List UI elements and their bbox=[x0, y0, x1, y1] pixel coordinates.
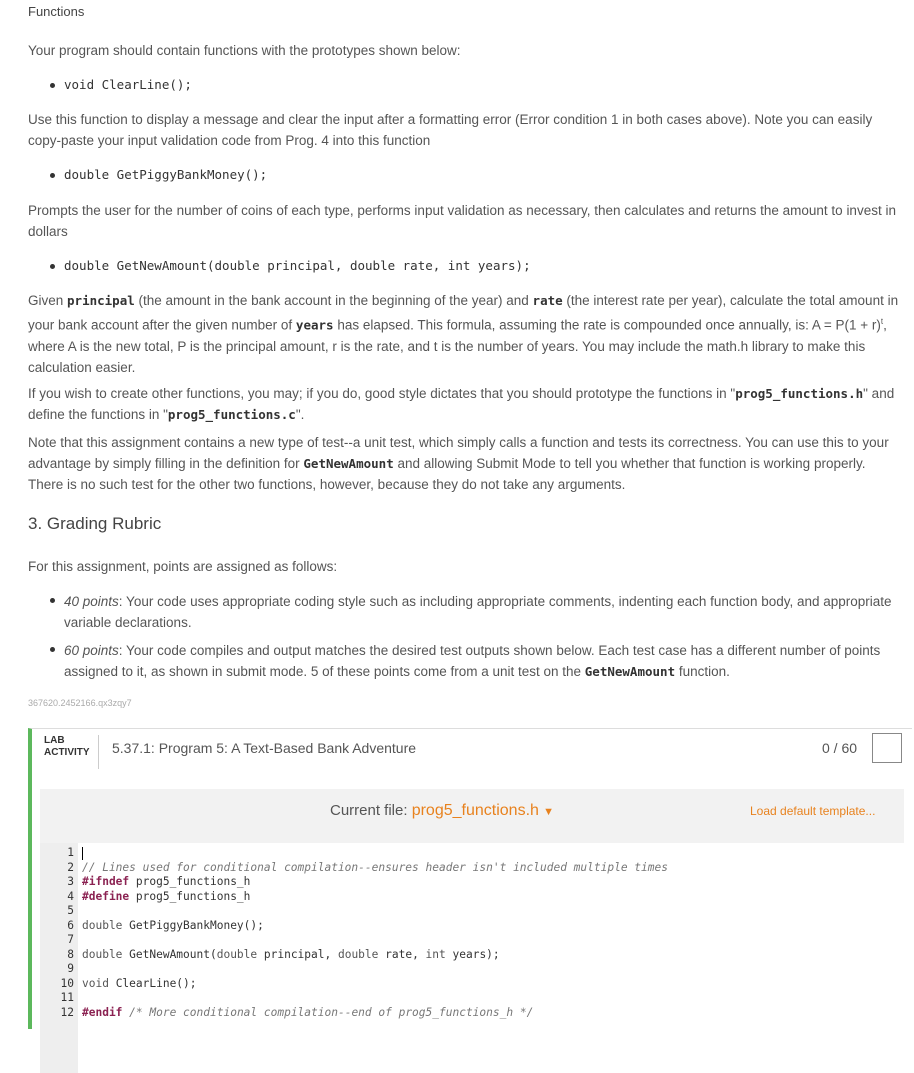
bullet-dot bbox=[50, 647, 55, 652]
code-header-file: prog5_functions.h bbox=[735, 386, 864, 401]
rubric-item-style: 40 points: Your code uses appropriate coding style such as including appropriate comments, indenting each function body, and appropriate variable declarations. bbox=[64, 594, 892, 630]
code-line bbox=[40, 875, 900, 890]
line-number: 5 bbox=[67, 904, 74, 917]
line-number: 3 bbox=[67, 875, 74, 888]
line-number: 1 bbox=[67, 846, 74, 859]
editor-panel bbox=[40, 789, 904, 1069]
code-line bbox=[40, 948, 900, 963]
completion-checkbox bbox=[872, 733, 902, 763]
current-file-name: prog5_functions.h bbox=[411, 802, 539, 819]
line-number: 6 bbox=[67, 918, 74, 932]
line-number: 9 bbox=[67, 962, 74, 975]
prototype-clearline: void ClearLine(); bbox=[64, 77, 192, 92]
line-number: 12 bbox=[60, 1005, 74, 1019]
code-line bbox=[40, 991, 900, 1006]
code-text: // Lines used for conditional compilation--ensures header isn't included multiple times bbox=[82, 860, 668, 874]
load-default-template-link[interactable]: Load default template... bbox=[750, 804, 876, 818]
identifier-text: 367620.2452166.qx3zqy7 bbox=[28, 698, 132, 708]
current-file-selector[interactable]: Current file: prog5_functions.h ▼ bbox=[330, 802, 554, 819]
code-principal: principal bbox=[67, 293, 135, 308]
code-line bbox=[40, 904, 900, 919]
bullet-dot bbox=[50, 598, 55, 603]
code-text: void ClearLine(); bbox=[82, 976, 197, 990]
bullet-dot bbox=[50, 173, 55, 178]
code-editor[interactable] bbox=[40, 843, 904, 1073]
grading-rubric-title: 3. Grading Rubric bbox=[28, 514, 162, 533]
chevron-down-icon: ▼ bbox=[543, 806, 554, 818]
line-number: 4 bbox=[67, 889, 74, 903]
code-text: #endif /* More conditional compilation--end of prog5_functions_h */ bbox=[82, 1005, 534, 1019]
unit-test-note: Note that this assignment contains a new type of test--a unit test, which simply calls a function and tests its correctness. You can use this to your advantage by simply filling in the definition for GetNewAmount and allowing Submit Mode to tell you whether that function is working properly. There is no such test for the other two functions, however, because they do not take any arguments. bbox=[28, 435, 889, 492]
line-number: 2 bbox=[67, 860, 74, 874]
code-line bbox=[40, 846, 900, 861]
rubric-item-output: 60 points: Your code compiles and output matches the desired test outputs shown below. Each test case has a different number of points assigned to it, as shown in submit mode. 5 of these points come from a unit test on the GetNewAmount function. bbox=[64, 643, 881, 679]
lab-title: 5.37.1: Program 5: A Text-Based Bank Adventure bbox=[112, 740, 417, 756]
bullet-dot bbox=[50, 83, 55, 88]
other-functions-note: If you wish to create other functions, you may; if you do, good style dictates that you should prototype the functions in "prog5_functions.h" and define the functions in "prog5_functions.c". bbox=[28, 386, 895, 422]
intro-text: Your program should contain functions with the prototypes shown below: bbox=[28, 43, 461, 58]
section-heading: Functions bbox=[28, 4, 85, 19]
text-cursor bbox=[82, 847, 83, 860]
code-line bbox=[40, 977, 900, 992]
code-source-file: prog5_functions.c bbox=[167, 407, 296, 422]
getpiggybankmoney-description: Prompts the user for the number of coins of each type, performs input validation as necessary, then calculates and returns the amount to invest in dollars bbox=[28, 203, 896, 239]
code-text: double GetPiggyBankMoney(); bbox=[82, 918, 264, 932]
code-text: #ifndef prog5_functions_h bbox=[82, 875, 251, 888]
line-number: 10 bbox=[60, 976, 74, 990]
code-text: #define prog5_functions_h bbox=[82, 889, 251, 903]
lab-activity-panel bbox=[28, 728, 912, 1029]
code-text bbox=[82, 846, 83, 861]
line-number: 7 bbox=[67, 933, 74, 946]
code-line bbox=[40, 919, 900, 934]
code-text: double GetNewAmount(double principal, double rate, int years); bbox=[82, 947, 500, 961]
bullet-dot bbox=[50, 264, 55, 269]
divider bbox=[98, 735, 99, 769]
lab-activity-label: LAB ACTIVITY bbox=[44, 735, 90, 758]
code-line bbox=[40, 962, 900, 977]
clearline-description: Use this function to display a message and clear the input after a formatting error (Error condition 1 in both cases above). Note you can easily copy-paste your input validation code from Prog. 4 into this function bbox=[28, 112, 873, 148]
code-line bbox=[40, 861, 900, 876]
code-line bbox=[40, 1006, 900, 1021]
code-years: years bbox=[295, 317, 334, 333]
code-getnewamount: GetNewAmount bbox=[303, 456, 394, 471]
prototype-getnewamount: double GetNewAmount(double principal, double rate, int years); bbox=[64, 258, 531, 273]
code-line bbox=[40, 890, 900, 905]
getnewamount-description: Given principal (the amount in the bank account in the beginning of the year) and rate (the interest rate per year), calculate the total amount in your bank account after the given number of years has elapsed. This formula, assuming the rate is compounded once annually, is: $A = P(1 + r)^t$, where A is the new total, P is the principal amount, r is the rate, and t is the number of years. You may include the math.h library to make this calculation easier. bbox=[28, 293, 899, 375]
line-number: 8 bbox=[67, 947, 74, 961]
score: 0 / 60 bbox=[822, 740, 858, 756]
prototype-getpiggybankmoney: double GetPiggyBankMoney(); bbox=[64, 167, 268, 182]
code-line bbox=[40, 933, 900, 948]
grading-intro: For this assignment, points are assigned as follows: bbox=[28, 559, 338, 574]
line-number: 11 bbox=[60, 991, 74, 1004]
code-rate: rate bbox=[532, 293, 563, 308]
